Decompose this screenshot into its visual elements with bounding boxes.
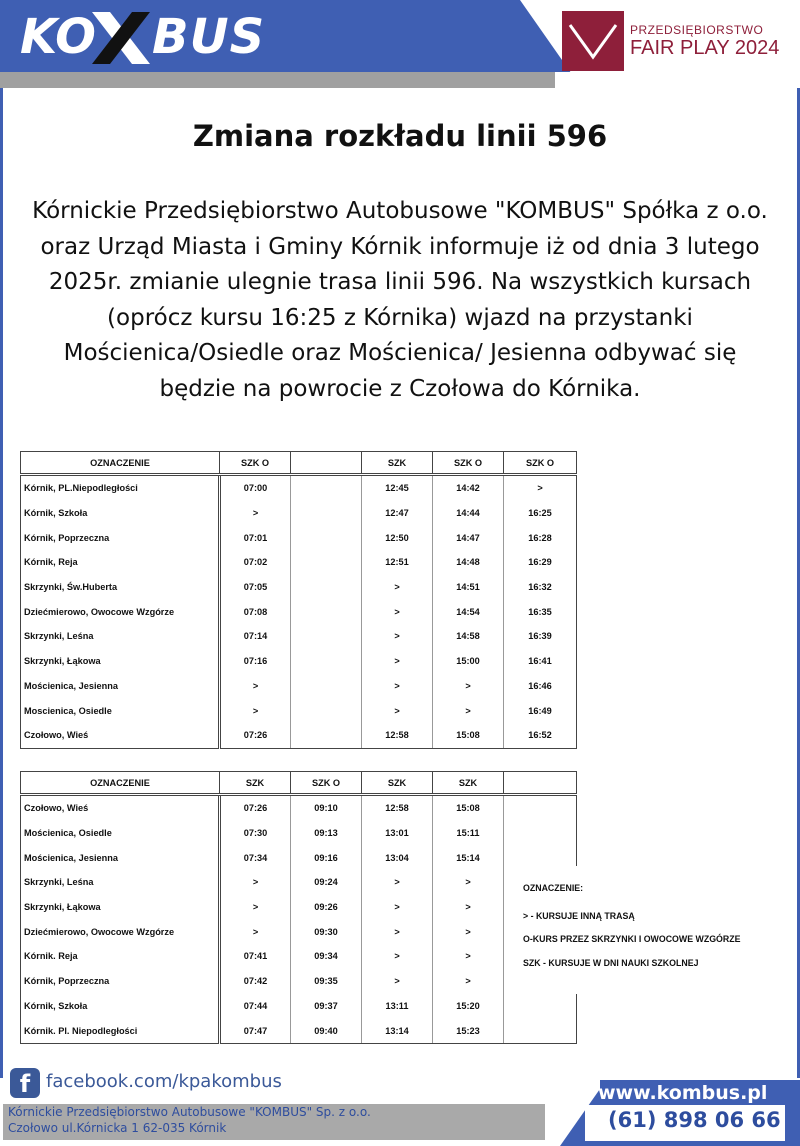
stop-name: Skrzynki, Łąkowa — [21, 895, 220, 920]
table-row — [21, 821, 577, 846]
page-title: Zmiana rozkładu linii 596 — [192, 119, 608, 153]
company-name: Kórnickie Przedsiębiorstwo Autobusowe "KOMBUS" Sp. z o.o. — [8, 1105, 371, 1119]
table-row — [21, 624, 577, 649]
departure-time: 15:08 — [433, 723, 504, 748]
departure-time: > — [362, 969, 433, 994]
departure-time: 09:16 — [291, 845, 362, 870]
table-row — [21, 1018, 577, 1043]
stop-name: Czołowo, Wieś — [21, 723, 220, 748]
departure-time: 07:26 — [220, 795, 291, 821]
legend-box — [505, 866, 797, 994]
departure-time: 07:14 — [220, 624, 291, 649]
stop-name: Dziećmierowo, Owocowe Wzgórze — [21, 919, 220, 944]
departure-time: 09:13 — [291, 821, 362, 846]
legend-item-other-route: > - KURSUJE INNĄ TRASĄ — [523, 911, 635, 921]
stop-name: Mościenica, Jesienna — [21, 845, 220, 870]
stop-name: Czołowo, Wieś — [21, 795, 220, 821]
departure-time: 12:51 — [362, 550, 433, 575]
table-row — [21, 723, 577, 748]
table-row — [21, 649, 577, 674]
column-header-trip: SZK — [433, 772, 504, 795]
departure-time — [291, 723, 362, 748]
column-header-stop: OZNACZENIE — [21, 452, 220, 475]
departure-time: > — [362, 895, 433, 920]
departure-time: 07:01 — [220, 525, 291, 550]
departure-time: > — [433, 674, 504, 699]
departure-time — [504, 821, 577, 846]
departure-time: > — [362, 575, 433, 600]
departure-time — [291, 525, 362, 550]
table-row — [21, 550, 577, 575]
departure-time: 14:58 — [433, 624, 504, 649]
fair-play-emblem-icon — [562, 11, 624, 71]
column-header-trip — [291, 452, 362, 475]
departure-time — [291, 550, 362, 575]
departure-time: > — [220, 870, 291, 895]
table-row — [21, 870, 577, 895]
departure-time: > — [362, 944, 433, 969]
departure-time: 16:25 — [504, 501, 577, 526]
departure-time: 09:30 — [291, 919, 362, 944]
stop-name: Mościenica, Osiedle — [21, 821, 220, 846]
table-row — [21, 919, 577, 944]
departure-time: > — [433, 870, 504, 895]
column-header-trip: SZK O — [504, 452, 577, 475]
legend-title: OZNACZENIE: — [523, 883, 584, 893]
departure-time: 16:49 — [504, 698, 577, 723]
departure-time: 12:47 — [362, 501, 433, 526]
departure-time: > — [433, 919, 504, 944]
stop-name: Moscienica, Osiedle — [21, 698, 220, 723]
departure-time — [504, 994, 577, 1019]
phone-number[interactable]: (61) 898 06 66 — [608, 1108, 781, 1132]
departure-time: 15:00 — [433, 649, 504, 674]
departure-time: 07:16 — [220, 649, 291, 674]
departure-time: 09:26 — [291, 895, 362, 920]
departure-time — [291, 501, 362, 526]
departure-time: 12:58 — [362, 723, 433, 748]
table-row — [21, 795, 577, 821]
column-header-trip: SZK — [362, 452, 433, 475]
timetable-header-row — [21, 452, 577, 475]
timetable-header-row — [21, 772, 577, 795]
departure-time: > — [433, 944, 504, 969]
departure-time: 13:04 — [362, 845, 433, 870]
departure-time: > — [220, 895, 291, 920]
facebook-url[interactable]: facebook.com/kpakombus — [46, 1071, 282, 1092]
table-row — [21, 501, 577, 526]
departure-time: 14:51 — [433, 575, 504, 600]
stop-name: Dziećmierowo, Owocowe Wzgórze — [21, 599, 220, 624]
departure-time — [291, 575, 362, 600]
departure-time: 16:28 — [504, 525, 577, 550]
departure-time: 07:26 — [220, 723, 291, 748]
departure-time: > — [433, 895, 504, 920]
award-line2: FAIR PLAY 2024 — [630, 37, 780, 59]
departure-time: > — [362, 624, 433, 649]
header-banner — [0, 0, 800, 90]
stop-name: Skrzynki, Łąkowa — [21, 649, 220, 674]
departure-time — [504, 795, 577, 821]
departure-time: 12:50 — [362, 525, 433, 550]
departure-time: > — [362, 919, 433, 944]
departure-time: > — [220, 919, 291, 944]
departure-time — [504, 1018, 577, 1043]
departure-time: 12:45 — [362, 475, 433, 501]
stop-name: Skrzynki, Leśna — [21, 870, 220, 895]
departure-time: 14:54 — [433, 599, 504, 624]
stop-name: Skrzynki, Leśna — [21, 624, 220, 649]
departure-time — [291, 599, 362, 624]
departure-time: 14:44 — [433, 501, 504, 526]
stop-name: Mościenica, Jesienna — [21, 674, 220, 699]
stop-name: Kórnik, PL.Niepodległości — [21, 475, 220, 501]
departure-time: > — [362, 599, 433, 624]
column-header-trip: SZK — [220, 772, 291, 795]
legend-item-school-days: SZK - KURSUJE W DNI NAUKI SZKOLNEJ — [523, 958, 699, 968]
stop-name: Skrzynki, Św.Huberta — [21, 575, 220, 600]
table-row — [21, 944, 577, 969]
departure-time: 16:41 — [504, 649, 577, 674]
departure-time: > — [362, 698, 433, 723]
departure-time: 14:47 — [433, 525, 504, 550]
departure-time: > — [362, 674, 433, 699]
departure-time: 09:35 — [291, 969, 362, 994]
departure-time: 12:58 — [362, 795, 433, 821]
timetable-outbound — [20, 451, 577, 749]
award-line1: PRZEDSIĘBIORSTWO — [630, 23, 764, 37]
departure-time — [291, 674, 362, 699]
column-header-trip: SZK O — [291, 772, 362, 795]
column-header-trip: SZK O — [433, 452, 504, 475]
departure-time: > — [220, 698, 291, 723]
departure-time: 15:08 — [433, 795, 504, 821]
notice-text: Kórnickie Przedsiębiorstwo Autobusowe "KOMBUS" Spółka z o.o. oraz Urząd Miasta i Gminy Kórnik informuje iż od dnia 3 lutego 2025r. zmianie ulegnie trasa linii 596. Na wszystkich kursach (oprócz kursu 16:25 z Kórnika) wjazd na przystanki Mościenica/Osiedle oraz Mościenica/ Jesienna odbywać się będzie na powrocie z Czołowa do Kórnika. — [32, 198, 768, 402]
departure-time: 07:02 — [220, 550, 291, 575]
logo-text-right: BUS — [152, 9, 266, 65]
departure-time: 07:41 — [220, 944, 291, 969]
departure-time: 16:29 — [504, 550, 577, 575]
departure-time: 16:52 — [504, 723, 577, 748]
departure-time: 07:30 — [220, 821, 291, 846]
departure-time: > — [220, 501, 291, 526]
departure-time: 14:48 — [433, 550, 504, 575]
departure-time: 15:20 — [433, 994, 504, 1019]
departure-time: 07:05 — [220, 575, 291, 600]
departure-time: 15:11 — [433, 821, 504, 846]
left-border — [0, 88, 3, 1078]
departure-time: > — [362, 649, 433, 674]
table-row — [21, 845, 577, 870]
table-row — [21, 698, 577, 723]
departure-time: 07:34 — [220, 845, 291, 870]
departure-time: 09:10 — [291, 795, 362, 821]
table-row — [21, 575, 577, 600]
table-row — [21, 895, 577, 920]
departure-time: 07:47 — [220, 1018, 291, 1043]
departure-time: > — [433, 969, 504, 994]
departure-time: 15:23 — [433, 1018, 504, 1043]
departure-time: > — [504, 475, 577, 501]
departure-time: 16:39 — [504, 624, 577, 649]
table-row — [21, 994, 577, 1019]
departure-time: 07:00 — [220, 475, 291, 501]
table-row — [21, 475, 577, 501]
logo-text-left: KO — [20, 9, 97, 65]
departure-time — [291, 649, 362, 674]
departure-time — [291, 698, 362, 723]
stop-name: Kórnik, Reja — [21, 550, 220, 575]
departure-time — [291, 475, 362, 501]
column-header-trip: SZK — [362, 772, 433, 795]
departure-time: 09:24 — [291, 870, 362, 895]
departure-time: 09:34 — [291, 944, 362, 969]
company-address: Czołowo ul.Kórnicka 1 62-035 Kórnik — [8, 1121, 227, 1135]
departure-time: 07:44 — [220, 994, 291, 1019]
departure-time: > — [362, 870, 433, 895]
departure-time: 13:11 — [362, 994, 433, 1019]
departure-time: 07:08 — [220, 599, 291, 624]
departure-time: 16:35 — [504, 599, 577, 624]
departure-time: 16:46 — [504, 674, 577, 699]
facebook-icon: f — [10, 1068, 40, 1098]
stop-name: Kórnik, Szkoła — [21, 501, 220, 526]
stop-name: Kórnik. Reja — [21, 944, 220, 969]
departure-time: 14:42 — [433, 475, 504, 501]
table-row — [21, 599, 577, 624]
departure-time: > — [433, 698, 504, 723]
logo-x-icon — [86, 12, 156, 64]
column-header-stop: OZNACZENIE — [21, 772, 220, 795]
departure-time: 13:01 — [362, 821, 433, 846]
departure-time: 09:37 — [291, 994, 362, 1019]
departure-time: 07:42 — [220, 969, 291, 994]
departure-time — [291, 624, 362, 649]
legend-item-via-skrzynki: O-KURS PRZEZ SKRZYNKI I OWOCOWE WZGÓRZE — [523, 934, 741, 944]
stop-name: Kórnik, Szkoła — [21, 994, 220, 1019]
column-header-trip: SZK O — [220, 452, 291, 475]
website-link[interactable]: www.kombus.pl — [598, 1082, 768, 1104]
departure-time: 09:40 — [291, 1018, 362, 1043]
table-row — [21, 525, 577, 550]
departure-time: 13:14 — [362, 1018, 433, 1043]
departure-time: 15:14 — [433, 845, 504, 870]
header-gray-stripe — [0, 72, 555, 88]
departure-time: > — [220, 674, 291, 699]
stop-name: Kórnik, Poprzeczna — [21, 969, 220, 994]
table-row — [21, 674, 577, 699]
table-row — [21, 969, 577, 994]
column-header-trip — [504, 772, 577, 795]
departure-time: 16:32 — [504, 575, 577, 600]
timetable-return — [20, 771, 577, 1044]
stop-name: Kórnik, Poprzeczna — [21, 525, 220, 550]
stop-name: Kórnik. Pl. Niepodległości — [21, 1018, 220, 1043]
